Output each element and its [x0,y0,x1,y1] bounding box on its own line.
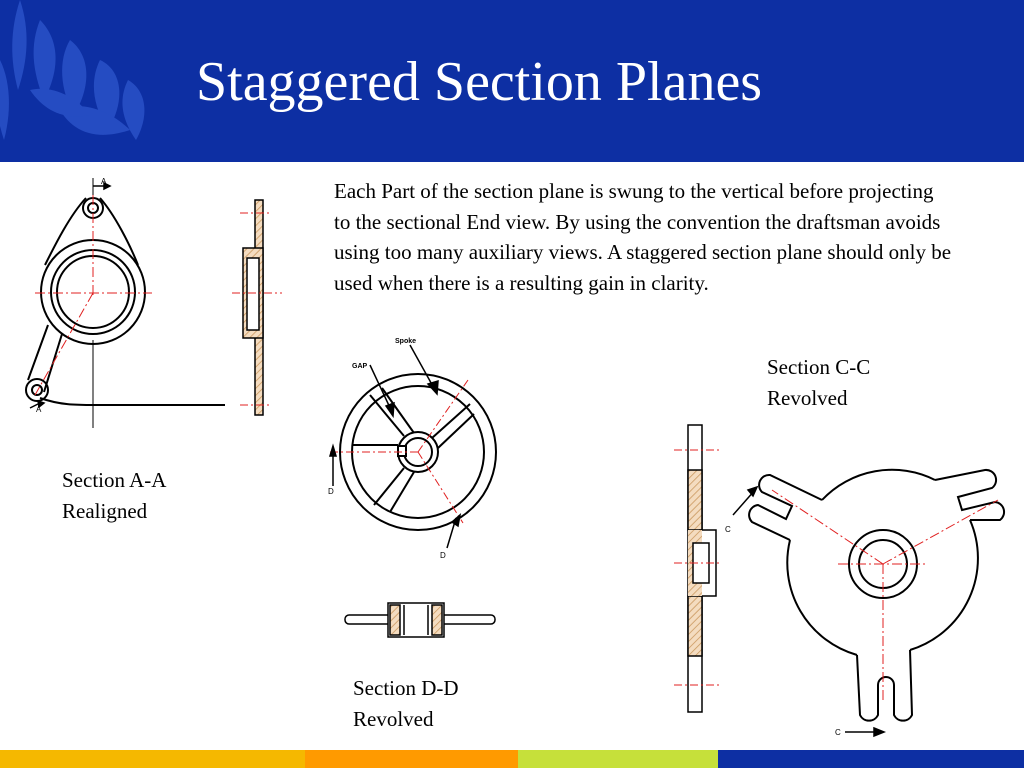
lever-side-view [243,200,263,415]
bracket-front-view [749,470,1004,721]
footer-segment-yellow [0,750,305,768]
spoke-label: Spoke [395,338,417,345]
section-d-label-left: D [328,487,334,496]
caption-section-dd-subtitle: Revolved [353,706,434,731]
section-a-label-bottom: A [36,405,42,414]
caption-section-cc-subtitle: Revolved [767,385,848,410]
footer-segment-green [518,750,718,768]
footer-stripe [0,750,1024,768]
lever-front-view [26,178,225,428]
section-a-label-top: A [101,177,107,186]
bracket-centerlines [772,490,998,700]
gap-label: GAP [352,363,368,370]
caption-section-cc-title: Section C-C [767,355,871,379]
caption-section-aa-title: Section A-A [62,468,167,492]
section-c-label-bottom: C [835,728,841,737]
bracket-side-view [688,425,716,712]
footer-segment-blue [718,750,1024,768]
section-c-label-top: C [725,525,731,534]
body-paragraph: Each Part of the section plane is swung to the vertical before projecting to the sectional End view. By using the convention the draftsman avoids using too many auxiliary views. A staggered section plane should only be used when there is a resulting gain in clarity. [334,179,952,295]
wheel-centerlines [330,380,468,523]
caption-section-dd-title: Section D-D [353,676,459,700]
slide-title: Staggered Section Planes [196,51,763,113]
spoke-section [345,603,495,637]
caption-section-aa-subtitle: Realigned [62,498,148,523]
footer-segment-orange [305,750,518,768]
section-d-label-bottom: D [440,551,446,560]
